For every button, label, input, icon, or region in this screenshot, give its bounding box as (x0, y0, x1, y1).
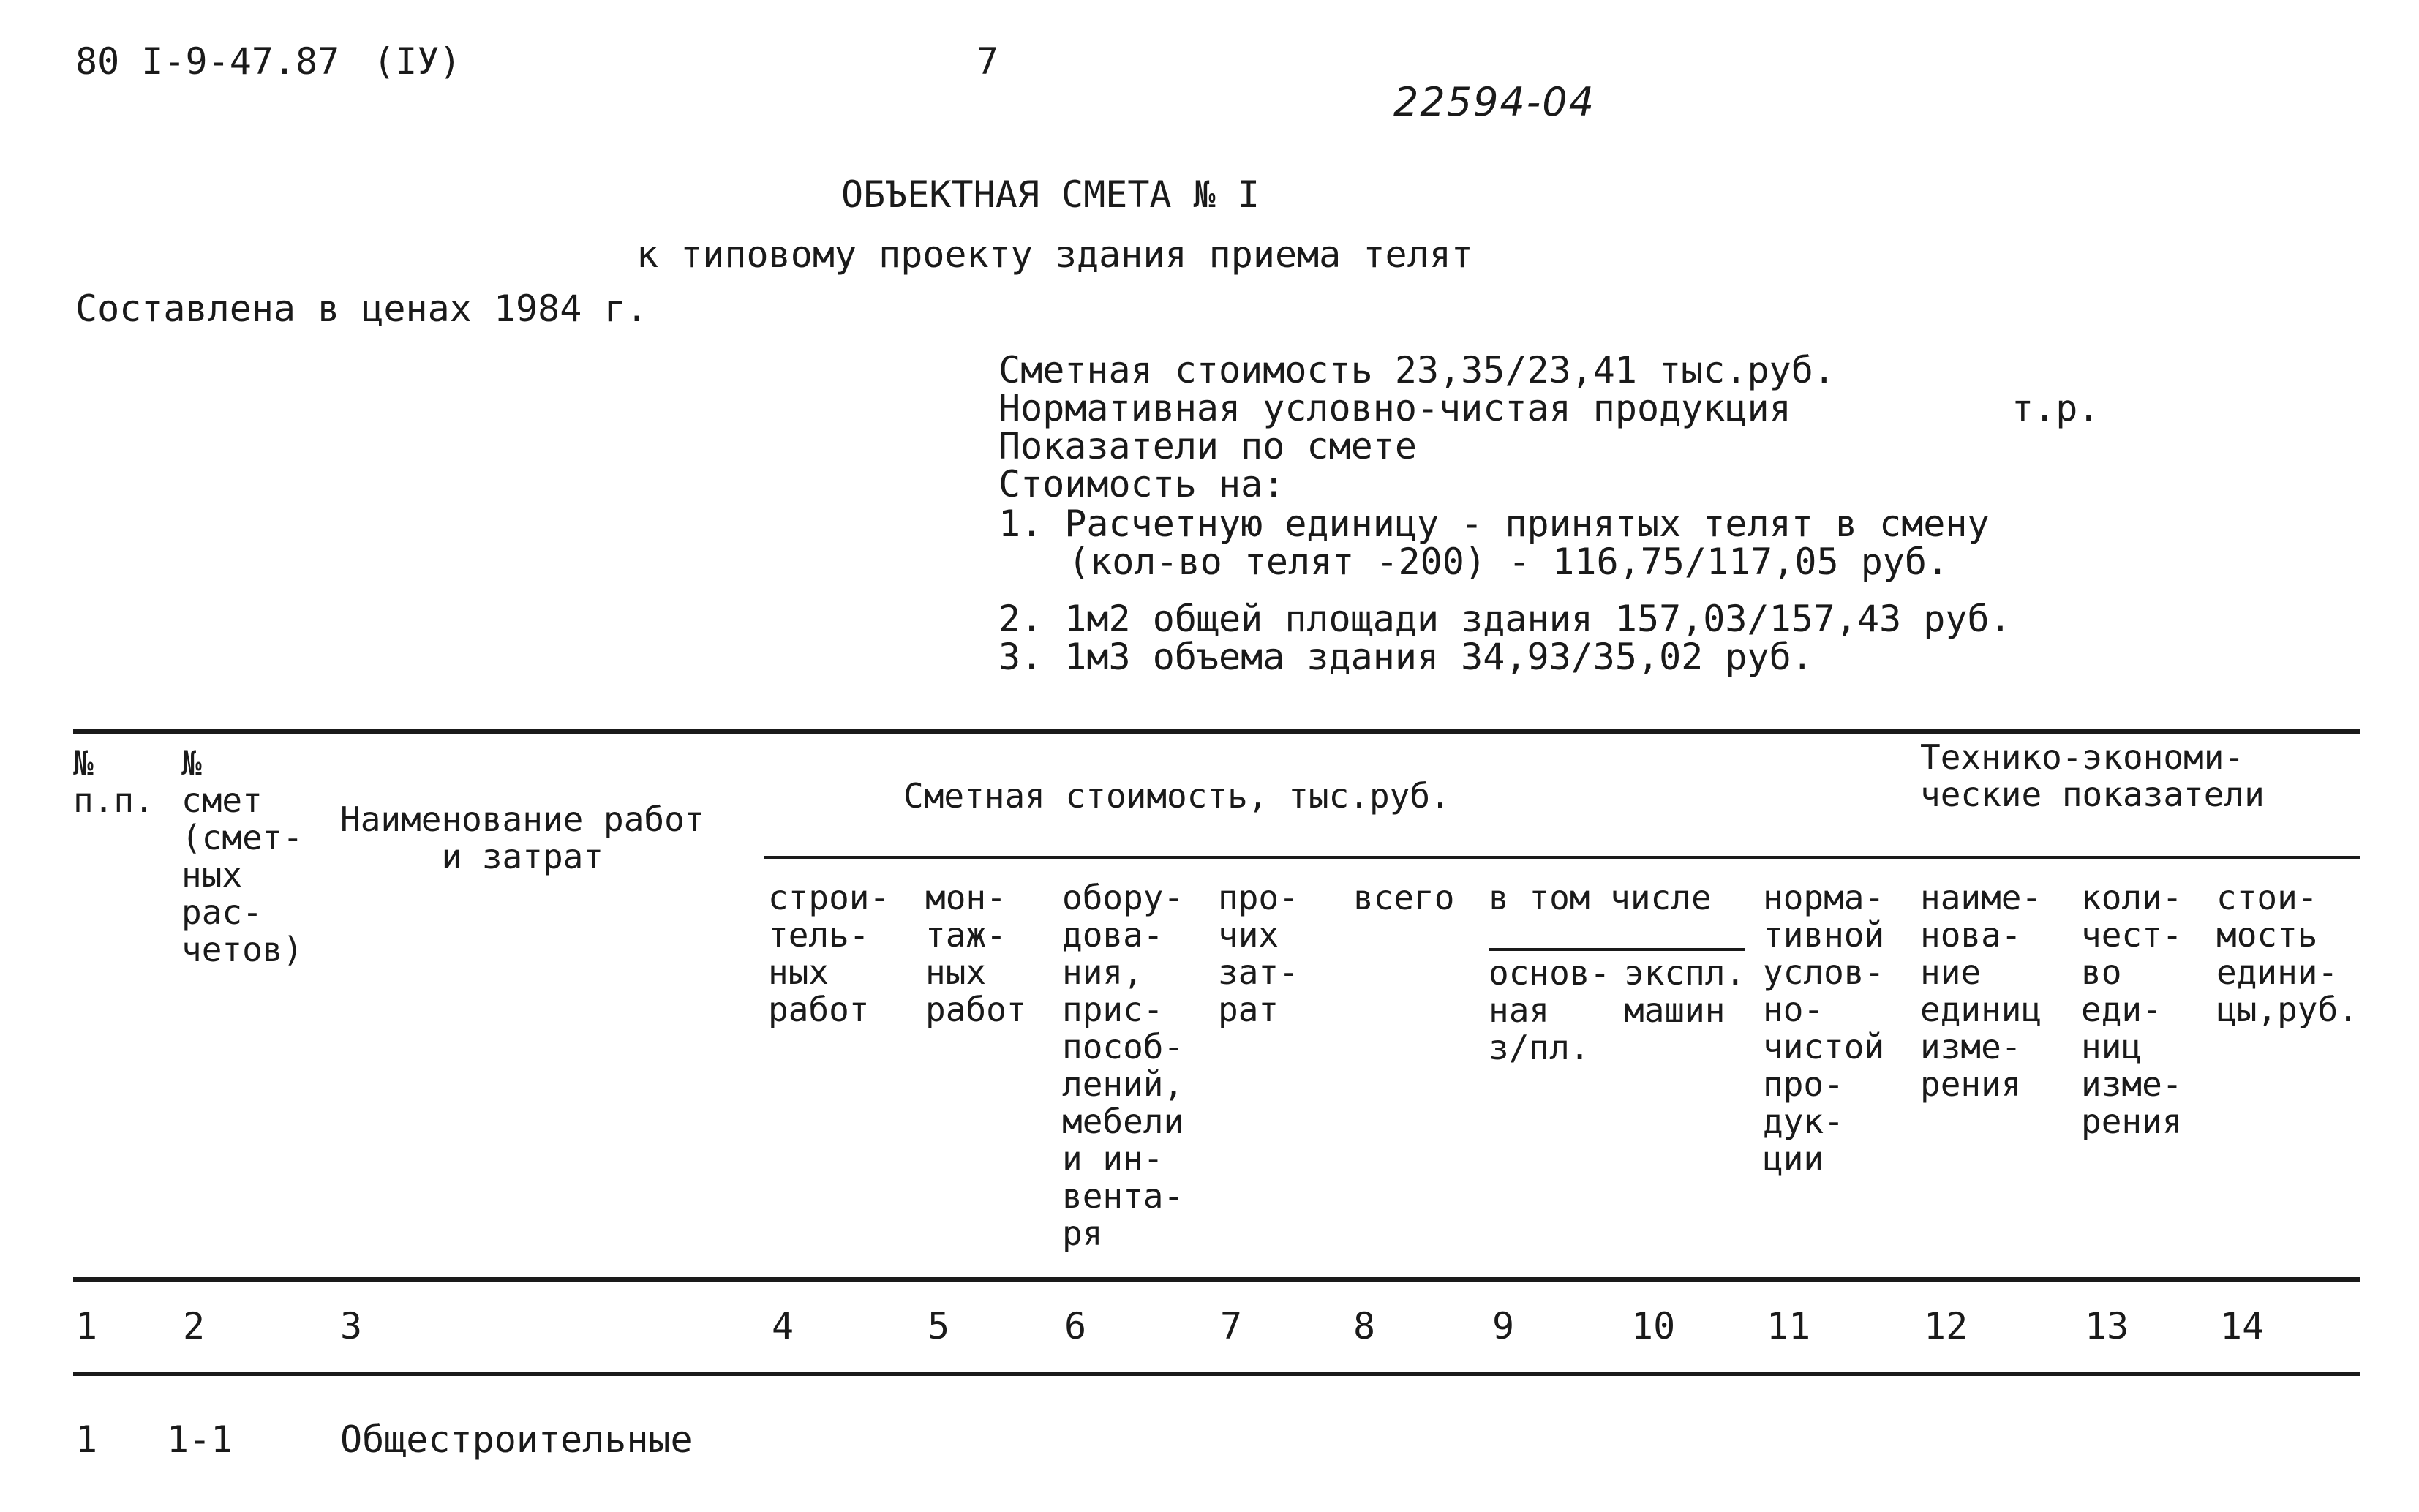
tech-indicators-header: Технико-экономи- ческие показатели (1920, 737, 2265, 814)
col-number: 9 (1492, 1305, 1515, 1347)
row-number: 1 (75, 1418, 98, 1461)
col-number: 12 (1924, 1305, 1968, 1347)
col-14-header: стои- мость едини- цы,руб. (2216, 878, 2358, 1029)
cost-on-label: Стоимость на: (998, 463, 1285, 505)
col-number: 1 (75, 1305, 98, 1347)
indicator-item-1: 1. Расчетную единицу - принятых телят в смену (998, 503, 1990, 545)
col-13-header: коли- чест- во еди- ниц изме- рения (2081, 878, 2183, 1141)
col-6-header: обору- дова- ния, прис- пособ- лений, мебели и ин- вента- ря (1062, 878, 1184, 1253)
normative-production-label: Нормативная условно-чистая продукция (998, 387, 1791, 429)
col-number: 10 (1631, 1305, 1676, 1347)
handwritten-inventory-number: 22594-04 (1393, 79, 1595, 125)
row-work-name: Общестроительные (340, 1418, 693, 1461)
col-4-header: строи- тель- ных работ (768, 878, 890, 1029)
table-top-rule (73, 729, 2360, 734)
col-number: 8 (1353, 1305, 1376, 1347)
header-bottom-rule (73, 1277, 2360, 1282)
row-estimate-number: 1-1 (167, 1418, 233, 1461)
col-number: 4 (772, 1305, 794, 1347)
cost-group-header: Сметная стоимость, тыс.руб. (903, 776, 1451, 816)
section-number: (IУ) (373, 40, 462, 83)
normative-production-unit: т.р. (2012, 387, 2100, 429)
col-9-header: основ- ная з/пл. (1489, 953, 1611, 1067)
cost-group-rule (764, 856, 2360, 859)
col-2-header: № смет (смет- ных рас- четов) (181, 743, 304, 969)
col-number: 3 (340, 1305, 363, 1347)
col-number: 6 (1064, 1305, 1087, 1347)
document-title: ОБЪЕКТНАЯ СМЕТА № I (841, 173, 1260, 216)
col-5-header: мон- таж- ных работ (925, 878, 1027, 1029)
document-code: 80 I-9-47.87 (75, 40, 340, 83)
indicator-item-3: 3. 1м3 объема здания 34,93/35,02 руб. (998, 636, 1813, 678)
page-number: 7 (977, 40, 999, 83)
indicator-item-1-detail: (кол-во телят -200) - 116,75/117,05 руб. (1068, 541, 1949, 583)
col-1-header: № п.п. (73, 743, 154, 820)
col-number: 14 (2220, 1305, 2265, 1347)
col-number: 13 (2085, 1305, 2129, 1347)
col-10-header: экспл. машин (1624, 953, 1746, 1030)
estimated-cost: Сметная стоимость 23,35/23,41 тыс.руб. (998, 349, 1835, 391)
col-number: 5 (928, 1305, 950, 1347)
col-number: 7 (1220, 1305, 1243, 1347)
col-3-header: Наименование работ и затрат (340, 800, 705, 876)
indicators-label: Показатели по смете (998, 425, 1417, 467)
document-subtitle: к типовому проекту здания приема телят (636, 233, 1473, 276)
including-header: в том числе (1489, 878, 1712, 917)
col-number: 11 (1767, 1305, 1811, 1347)
indicator-item-2: 2. 1м2 общей площади здания 157,03/157,43 руб. (998, 598, 2012, 640)
col-number: 2 (183, 1305, 206, 1347)
price-basis-note: Составлена в ценах 1984 г. (75, 287, 648, 330)
col-11-header: норма- тивной услов- но- чистой про- дук- ции (1763, 878, 1885, 1178)
numbers-bottom-rule (73, 1372, 2360, 1376)
including-rule (1489, 948, 1745, 951)
col-8-header: всего (1353, 878, 1455, 917)
col-7-header: про- чих зат- рат (1218, 878, 1299, 1029)
col-12-header: наиме- нова- ние единиц изме- рения (1920, 878, 2042, 1104)
